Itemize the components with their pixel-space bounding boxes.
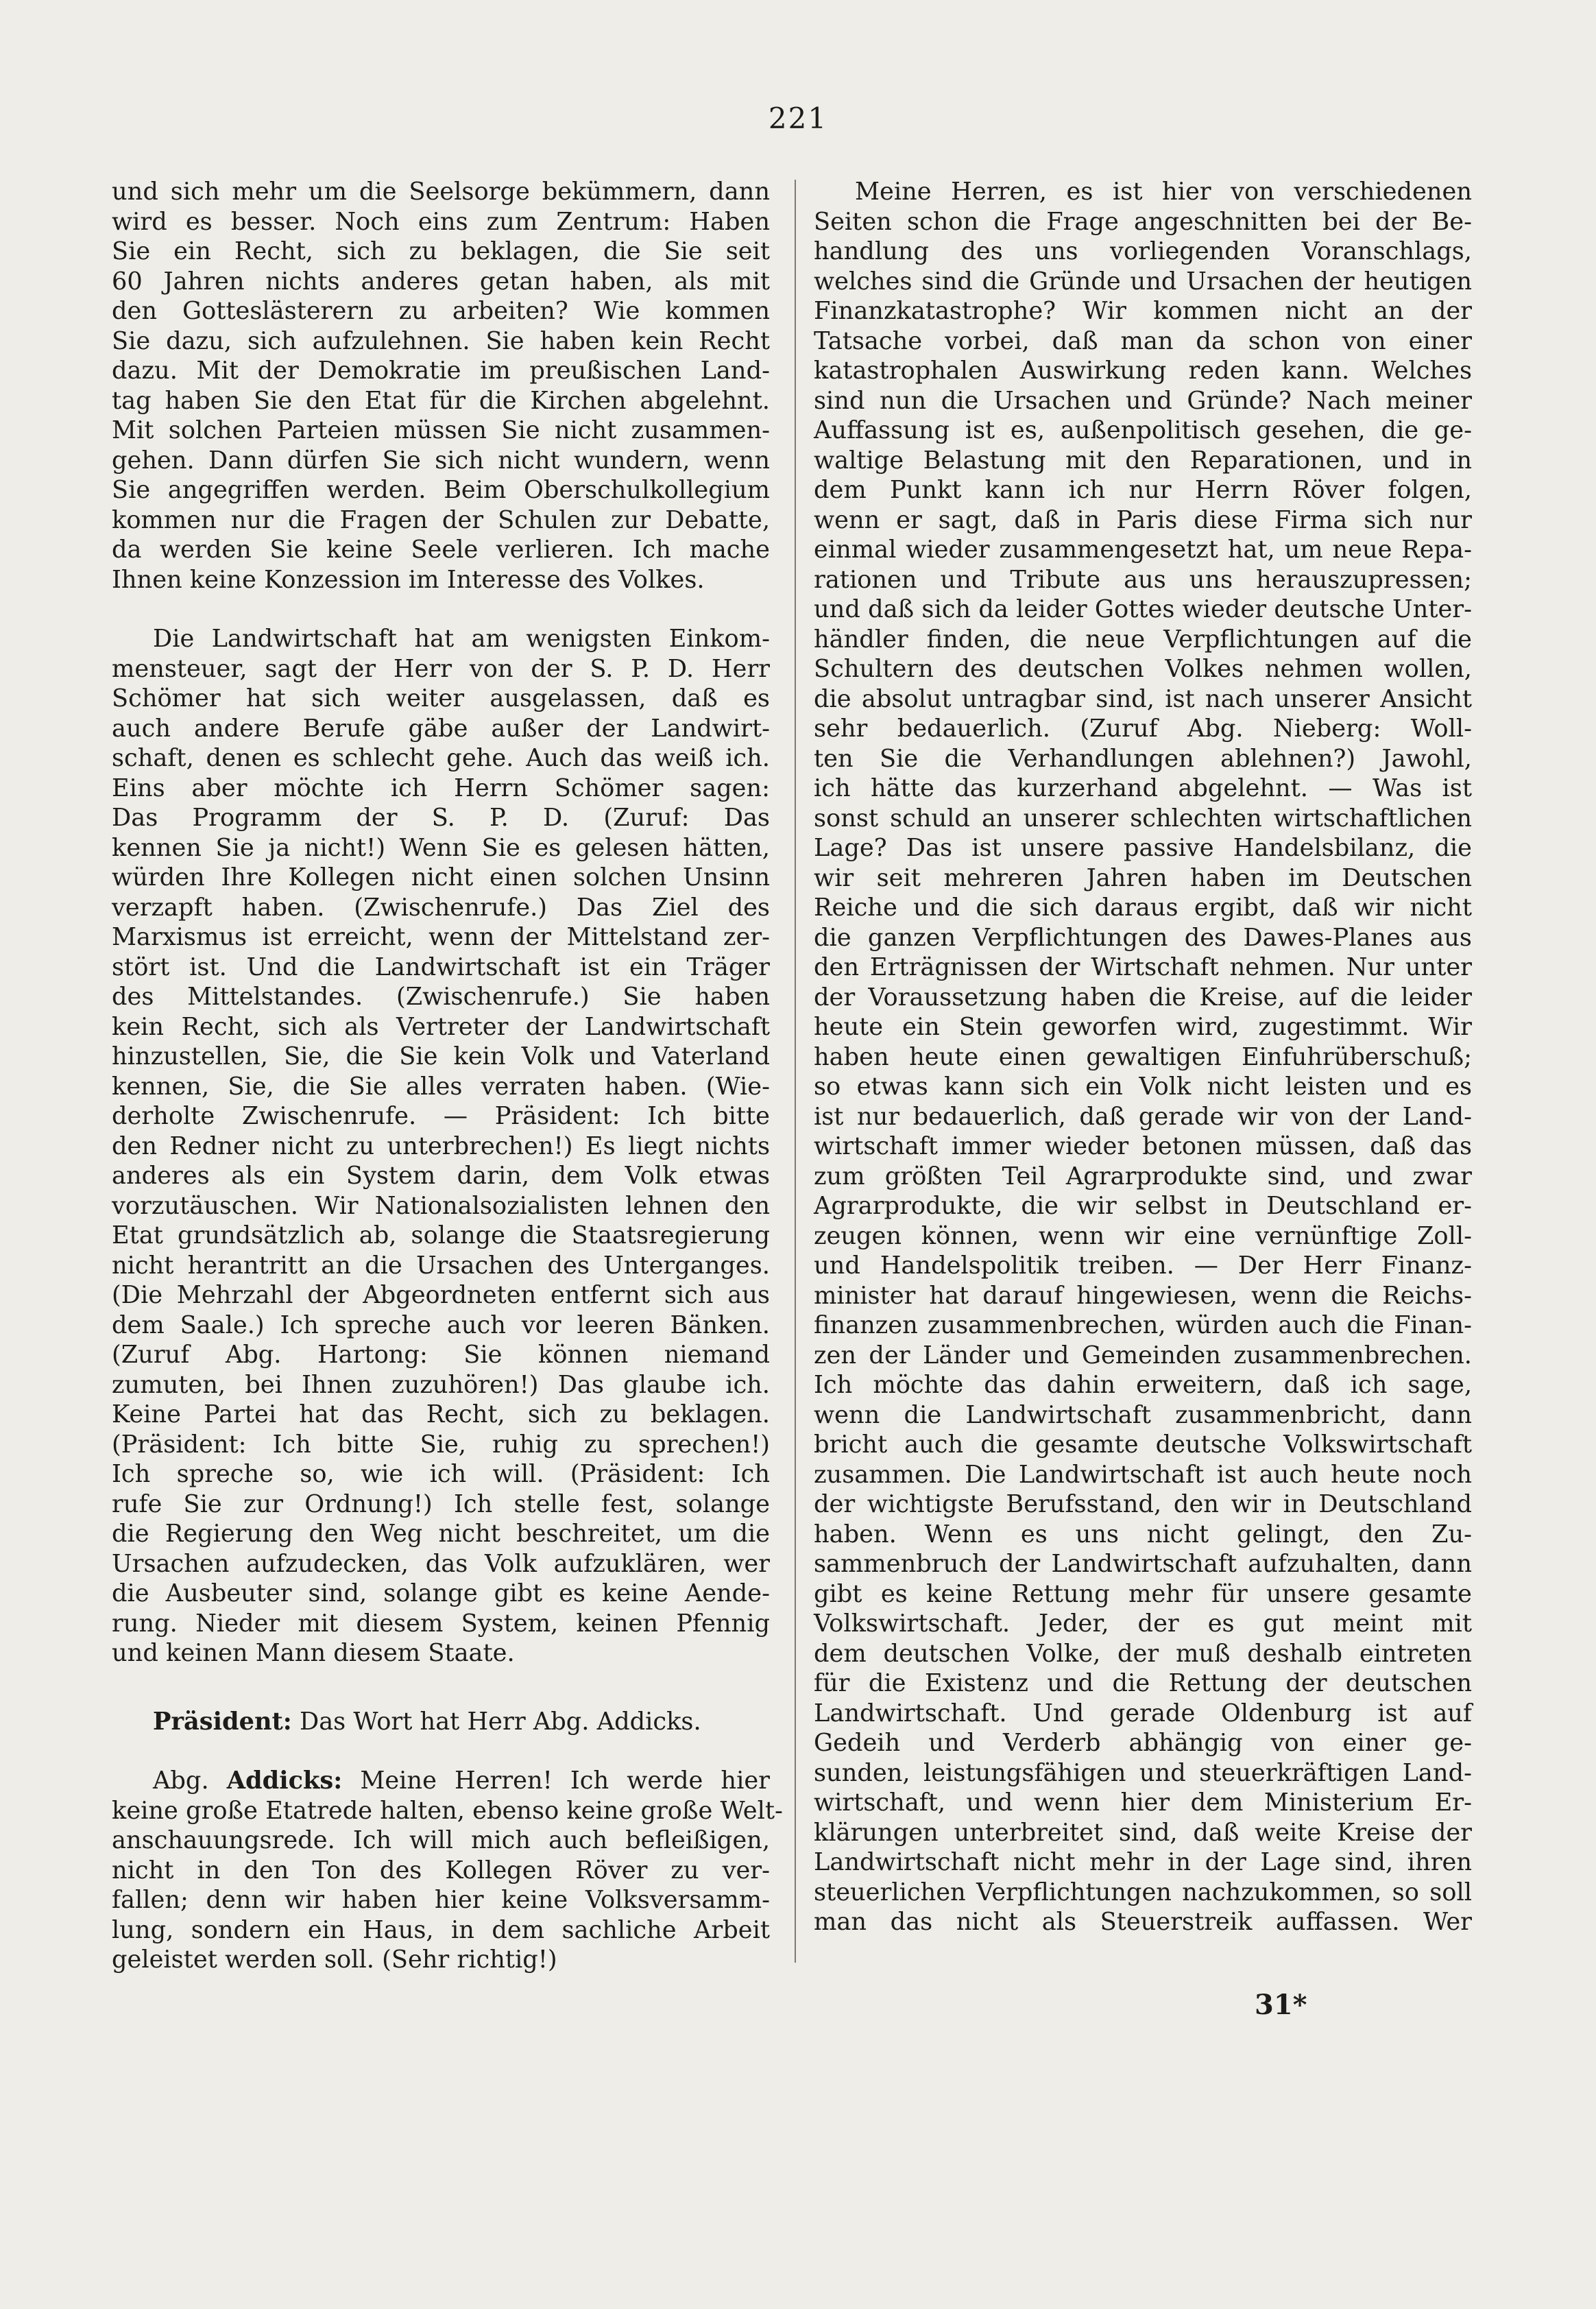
text-line: handlung des uns vorliegenden Voranschlags, bbox=[814, 237, 1472, 265]
text-line: einmal wieder zusammengesetzt hat, um neue Repa- bbox=[814, 536, 1472, 564]
text-line: haben heute einen gewaltigen Einfuhrüberschuß; bbox=[814, 1042, 1472, 1071]
left-column bbox=[112, 177, 783, 1975]
text-line: kennen, Sie, die Sie alles verraten haben. (Wie- bbox=[112, 1072, 770, 1101]
text-line: Landwirtschaft nicht mehr in der Lage sind, ihren bbox=[814, 1848, 1472, 1876]
text-line bbox=[112, 1766, 770, 1796]
signature-mark: 31* bbox=[1255, 1989, 1307, 2021]
text-line: des Mittelstandes. (Zwischenrufe.) Sie haben bbox=[112, 983, 770, 1011]
text-line: sehr bedauerlich. (Zuruf Abg. Nieberg: Woll- bbox=[814, 715, 1472, 743]
text-line: rufe Sie zur Ordnung!) Ich stelle fest, solange bbox=[112, 1490, 770, 1518]
text-line: dem deutschen Volke, der muß deshalb eintreten bbox=[814, 1639, 1472, 1668]
text-line: händler finden, die neue Verpflichtungen auf die bbox=[814, 625, 1472, 654]
text-line: Meine Herren, es ist hier von verschiedenen bbox=[855, 178, 1472, 206]
text-line: waltige Belastung mit den Reparationen, und in bbox=[814, 446, 1472, 475]
text-line: stört ist. Und die Landwirtschaft ist ein Träger bbox=[112, 953, 770, 981]
page-number: 221 bbox=[768, 101, 828, 135]
text-line: Mit solchen Parteien müssen Sie nicht zusammen- bbox=[112, 416, 770, 444]
text-line: die absolut untragbar sind, ist nach unserer Ansicht bbox=[814, 684, 1472, 713]
text-line: lung, sondern ein Haus, in dem sachliche Arbeit bbox=[112, 1915, 770, 1944]
text-line: Eins aber möchte ich Herrn Schömer sagen: bbox=[112, 774, 770, 802]
text-line: den Erträgnissen der Wirtschaft nehmen. Nur unter bbox=[814, 953, 1472, 981]
text-line: steuerlichen Verpflichtungen nachzukommen, so soll bbox=[814, 1878, 1472, 1906]
text-line: würden Ihre Kollegen nicht einen solchen Unsinn bbox=[112, 863, 770, 892]
text-line: der Voraussetzung haben die Kreise, auf die leider bbox=[814, 983, 1472, 1012]
text-line: nicht herantritt an die Ursachen des Unterganges. bbox=[112, 1251, 770, 1280]
text-line: wirtschaft immer wieder betonen müssen, daß das bbox=[814, 1132, 1472, 1160]
column-divider bbox=[795, 180, 796, 1963]
speaker-prefix: Abg. bbox=[153, 1767, 209, 1795]
text-line: dem Saale.) Ich spreche auch vor leeren Bänken. bbox=[112, 1311, 770, 1339]
text-line: dazu. Mit der Demokratie im preußischen Land- bbox=[112, 357, 770, 385]
text-line: welches sind die Gründe und Ursachen der heutigen bbox=[814, 267, 1472, 296]
right-column bbox=[814, 177, 1472, 1937]
speaker-paragraph bbox=[112, 1707, 770, 1737]
text-line: ich hätte das kurzerhand abgelehnt. — Was ist bbox=[814, 774, 1472, 802]
text-line: Finanzkatastrophe? Wir kommen nicht an der bbox=[814, 297, 1472, 325]
text-line: Keine Partei hat das Recht, sich zu beklagen. bbox=[112, 1400, 770, 1428]
text-line: rung. Nieder mit diesem System, keinen Pfennig bbox=[112, 1609, 770, 1638]
text-line: Sie dazu, sich aufzulehnen. Sie haben kein Recht bbox=[112, 326, 770, 355]
text-line: heute ein Stein geworfen wird, zugestimmt. Wir bbox=[814, 1013, 1472, 1041]
text-line: Landwirtschaft. Und gerade Oldenburg ist auf bbox=[814, 1699, 1472, 1727]
text-line: zum größten Teil Agrarprodukte sind, und zwar bbox=[814, 1162, 1472, 1191]
paragraph bbox=[112, 177, 770, 595]
text-line bbox=[112, 1707, 770, 1737]
text-line: katastrophalen Auswirkung reden kann. Welches bbox=[814, 357, 1472, 385]
text-line: kennen Sie ja nicht!) Wenn Sie es gelesen hätten, bbox=[112, 833, 770, 862]
text-line: (Zuruf Abg. Hartong: Sie können niemand bbox=[112, 1341, 770, 1369]
text-line: haben. Wenn es uns nicht gelingt, den Zu- bbox=[814, 1520, 1472, 1548]
text-line: Marxismus ist erreicht, wenn der Mittelstand zer- bbox=[112, 923, 770, 951]
text-line: die ganzen Verpflichtungen des Dawes-Planes aus bbox=[814, 923, 1472, 952]
text-line: verzapft haben. (Zwischenrufe.) Das Ziel des bbox=[112, 893, 770, 922]
text-line: Das Programm der S. P. D. (Zuruf: Das bbox=[112, 804, 770, 832]
text-line: (Präsident: Ich bitte Sie, ruhig zu sprechen!) bbox=[112, 1430, 770, 1459]
text-line: Tatsache vorbei, daß man da schon von einer bbox=[814, 326, 1472, 355]
text-line: wenn die Landwirtschaft zusammenbricht, dann bbox=[814, 1400, 1472, 1429]
text-line: wenn er sagt, daß in Paris diese Firma sich nur bbox=[814, 505, 1472, 534]
text-line: anderes als ein System darin, dem Volk etwas bbox=[112, 1162, 770, 1190]
speaker-name: Präsident: bbox=[153, 1707, 292, 1736]
text-line: kein Recht, sich als Vertreter der Landwirtschaft bbox=[112, 1012, 770, 1041]
text-line: den Redner nicht zu unterbrechen!) Es liegt nichts bbox=[112, 1132, 770, 1160]
text-line: Ihnen keine Konzession im Interesse des Volkes. bbox=[112, 565, 705, 594]
text-line: und keinen Mann diesem Staate. bbox=[112, 1639, 515, 1667]
text-line: für die Existenz und die Rettung der deutschen bbox=[814, 1669, 1472, 1697]
paragraph bbox=[814, 177, 1472, 1937]
text-line: Gedeih und Verderb abhängig von einer ge- bbox=[814, 1729, 1472, 1757]
text-line: dem Punkt kann ich nur Herrn Röver folgen, bbox=[814, 476, 1472, 504]
text-line: nicht in den Ton des Kollegen Röver zu ver- bbox=[112, 1856, 770, 1885]
paragraph bbox=[112, 624, 770, 1668]
text-line: und sich mehr um die Seelsorge bekümmern, dann bbox=[112, 178, 770, 206]
text-line: 60 Jahren nichts anderes getan haben, als mit bbox=[112, 267, 770, 296]
text-line: gibt es keine Rettung mehr für unsere gesamte bbox=[814, 1579, 1472, 1608]
text-line: die Ausbeuter sind, solange gibt es keine Aende- bbox=[112, 1579, 770, 1607]
text-line: man das nicht als Steuerstreik auffassen. Wer bbox=[814, 1908, 1472, 1936]
text-line: sammenbruch der Landwirtschaft aufzuhalten, dann bbox=[814, 1550, 1472, 1578]
text-line: minister hat darauf hingewiesen, wenn die Reichs- bbox=[814, 1281, 1472, 1310]
text-line: mensteuer, sagt der Herr von der S. P. D. Herr bbox=[112, 654, 770, 683]
text-line: schaft, denen es schlecht gehe. Auch das weiß ich. bbox=[112, 744, 770, 772]
text-line: zumuten, bei Ihnen zuzuhören!) Das glaube ich. bbox=[112, 1370, 770, 1399]
text-line: Sie ein Recht, sich zu beklagen, die Sie seit bbox=[112, 237, 770, 265]
text-line: und Handelspolitik treiben. — Der Herr Finanz- bbox=[814, 1252, 1472, 1280]
text-line: sunden, leistungsfähigen und steuerkräftigen Land- bbox=[814, 1758, 1472, 1787]
text-line: bricht auch die gesamte deutsche Volkswirtschaft bbox=[814, 1431, 1472, 1459]
text-line: wirtschaft, und wenn hier dem Ministerium Er- bbox=[814, 1788, 1472, 1817]
text-line: Ich spreche so, wie ich will. (Präsident: Ich bbox=[112, 1460, 770, 1488]
text-line: und daß sich da leider Gottes wieder deutsche Unter- bbox=[814, 595, 1472, 623]
text-line: Ich möchte das dahin erweitern, daß ich sage, bbox=[814, 1371, 1472, 1399]
text-line: Schultern des deutschen Volkes nehmen wollen, bbox=[814, 655, 1472, 683]
text-line: Seiten schon die Frage angeschnitten bei der Be- bbox=[814, 207, 1472, 236]
text-line: zusammen. Die Landwirtschaft ist auch heute noch bbox=[814, 1460, 1472, 1489]
text-line: Agrarprodukte, die wir selbst in Deutschland er- bbox=[814, 1192, 1472, 1220]
text-line: Reiche und die sich daraus ergibt, daß wir nicht bbox=[814, 894, 1472, 922]
text-line: sonst schuld an unserer schlechten wirtschaftlichen bbox=[814, 804, 1472, 833]
text-line: tag haben Sie den Etat für die Kirchen abgelehnt. bbox=[112, 386, 770, 415]
text-line: fallen; denn wir haben hier keine Volksversamm- bbox=[112, 1886, 770, 1914]
text-line: wird es besser. Noch eins zum Zentrum: Haben bbox=[112, 207, 770, 236]
text-line: der wichtigste Berufsstand, den wir in Deutschland bbox=[814, 1490, 1472, 1518]
text-line: Sie angegriffen werden. Beim Oberschulkollegium bbox=[112, 476, 770, 504]
text-line: wir seit mehreren Jahren haben im Deutschen bbox=[814, 863, 1472, 892]
text-line: klärungen unterbreitet sind, daß weite Kreise der bbox=[814, 1818, 1472, 1847]
text-line: zeugen können, wenn wir eine vernünftige Zoll- bbox=[814, 1221, 1472, 1250]
text-line: finanzen zusammenbrechen, würden auch die Finan- bbox=[814, 1311, 1472, 1339]
text-line: so etwas kann sich ein Volk nicht leisten und es bbox=[814, 1073, 1472, 1101]
text-line: ten Sie die Verhandlungen ablehnen?) Jawohl, bbox=[814, 744, 1472, 773]
text-line: die Regierung den Weg nicht beschreitet, um die bbox=[112, 1520, 770, 1548]
text-line: kommen nur die Fragen der Schulen zur Debatte, bbox=[112, 505, 770, 534]
speech-text: Das Wort hat Herr Abg. Addicks. bbox=[299, 1707, 701, 1736]
text-line: Volkswirtschaft. Jeder, der es gut meint mit bbox=[814, 1610, 1472, 1638]
text-line: da werden Sie keine Seele verlieren. Ich mache bbox=[112, 536, 770, 564]
text-line: (Die Mehrzahl der Abgeordneten entfernt sich aus bbox=[112, 1281, 770, 1309]
text-line: Auffassung ist es, außenpolitisch gesehen, die ge- bbox=[814, 416, 1472, 444]
text-line: vorzutäuschen. Wir Nationalsozialisten lehnen den bbox=[112, 1191, 770, 1220]
text-line: anschauungsrede. Ich will mich auch befleißigen, bbox=[112, 1826, 770, 1854]
text-line: derholte Zwischenrufe. — Präsident: Ich bitte bbox=[112, 1102, 770, 1130]
text-line: Ursachen aufzudecken, das Volk aufzuklären, wer bbox=[112, 1549, 770, 1578]
text-line: gehen. Dann dürfen Sie sich nicht wundern, wenn bbox=[112, 446, 770, 475]
text-line: Schömer hat sich weiter ausgelassen, daß es bbox=[112, 684, 770, 713]
text-line: hinzustellen, Sie, die Sie kein Volk und Vaterland bbox=[112, 1042, 770, 1070]
speech-text: Meine Herren! Ich werde hier bbox=[360, 1767, 770, 1795]
text-line: Lage? Das ist unsere passive Handelsbilanz, die bbox=[814, 834, 1472, 862]
text-line: Die Landwirtschaft hat am wenigsten Einkom- bbox=[153, 625, 770, 653]
text-line: zen der Länder und Gemeinden zusammenbrechen. bbox=[814, 1341, 1472, 1369]
speaker-name: Addicks: bbox=[226, 1767, 343, 1795]
text-line: auch andere Berufe gäbe außer der Landwirt- bbox=[112, 714, 770, 743]
text-line: geleistet werden soll. (Sehr richtig!) bbox=[112, 1946, 557, 1974]
text-line: sind nun die Ursachen und Gründe? Nach meiner bbox=[814, 386, 1472, 415]
text-line: den Gotteslästerern zu arbeiten? Wie kommen bbox=[112, 297, 770, 325]
text-line: keine große Etatrede halten, ebenso keine große Welt- bbox=[112, 1796, 783, 1825]
text-line: ist nur bedauerlich, daß gerade wir von der Land- bbox=[814, 1102, 1472, 1131]
speaker-paragraph bbox=[112, 1766, 783, 1975]
text-line: Etat grundsätzlich ab, solange die Staatsregierung bbox=[112, 1221, 770, 1249]
text-line: rationen und Tribute aus uns herauszupressen; bbox=[814, 565, 1472, 594]
